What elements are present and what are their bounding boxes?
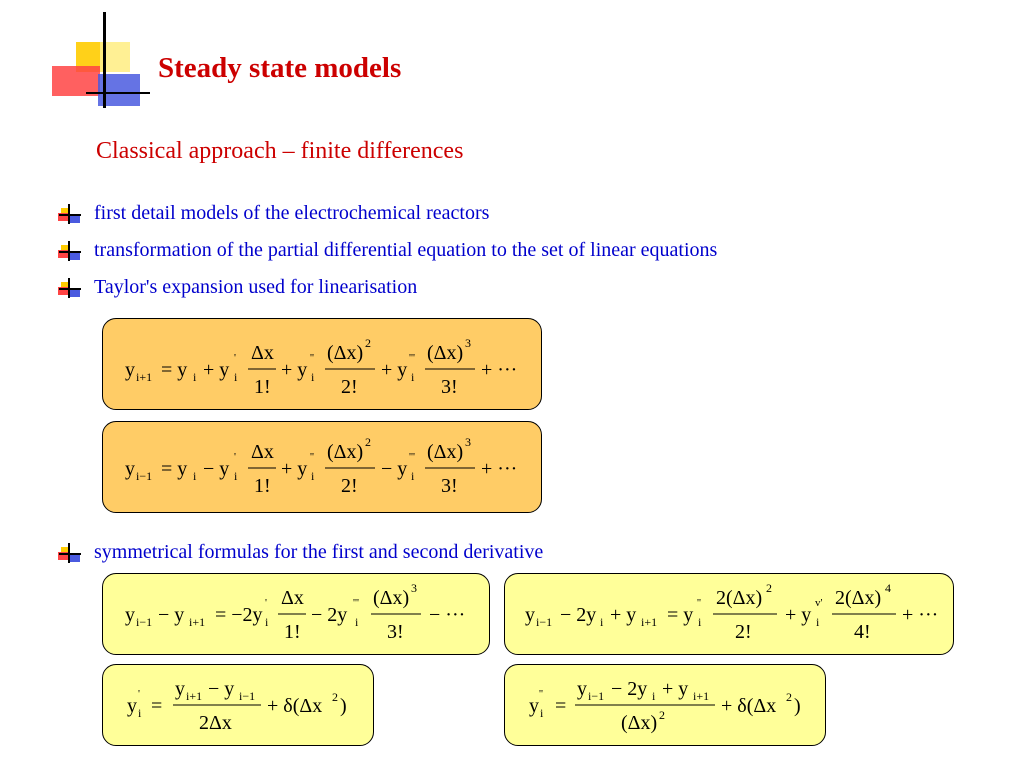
bullet-item xyxy=(58,202,489,225)
svg-text:+ y: + y xyxy=(281,359,308,381)
bullet-item xyxy=(58,541,543,564)
svg-text:i+1: i+1 xyxy=(186,689,203,703)
svg-text:+ y: + y xyxy=(381,359,408,381)
svg-text:+ y: + y xyxy=(662,678,689,700)
svg-text:i+1: i+1 xyxy=(641,615,658,629)
svg-text:− 2y: − 2y xyxy=(311,604,348,626)
svg-text:i−1: i−1 xyxy=(239,689,256,703)
svg-text:1!: 1! xyxy=(284,621,301,643)
svg-text:''': ''' xyxy=(353,597,359,609)
svg-text:i+1: i+1 xyxy=(693,689,710,703)
svg-text:y: y xyxy=(125,359,135,381)
svg-text:=: = xyxy=(151,695,163,717)
svg-text:y: y xyxy=(125,458,135,480)
svg-text:3!: 3! xyxy=(387,621,404,643)
svg-text:i: i xyxy=(193,469,197,483)
svg-text:− y: − y xyxy=(203,458,230,480)
bullet-icon xyxy=(58,543,84,563)
slide-subtitle: Classical approach – finite differences xyxy=(96,138,464,164)
svg-text:Δx: Δx xyxy=(251,441,274,463)
bullet-text: transformation of the partial differential equation to the set of linear equations xyxy=(94,239,718,261)
svg-text:(Δx): (Δx) xyxy=(621,712,658,734)
svg-text:': ' xyxy=(138,688,140,700)
svg-text:+ ···: + ··· xyxy=(481,458,518,480)
svg-text:+ y: + y xyxy=(610,604,637,626)
svg-text:'': '' xyxy=(310,352,314,364)
svg-text:2!: 2! xyxy=(341,475,358,497)
svg-text:i: i xyxy=(355,615,359,629)
svg-text:+ ···: + ··· xyxy=(902,604,939,626)
svg-text:i: i xyxy=(265,615,269,629)
svg-text:': ' xyxy=(234,451,236,463)
svg-text:2!: 2! xyxy=(735,621,752,643)
svg-text:y: y xyxy=(127,695,137,717)
svg-text:2: 2 xyxy=(332,690,338,704)
svg-text:i+1: i+1 xyxy=(136,370,153,384)
svg-text:Δx: Δx xyxy=(251,342,274,364)
svg-text:= y: = y xyxy=(161,359,188,381)
svg-text:2: 2 xyxy=(786,690,792,704)
svg-text:(Δx): (Δx) xyxy=(327,342,364,364)
svg-text:i: i xyxy=(540,706,544,720)
svg-text:i: i xyxy=(411,469,415,483)
svg-text:i: i xyxy=(652,689,656,703)
svg-text:'': '' xyxy=(697,597,701,609)
bullet-text: Taylor's expansion used for linearisation xyxy=(94,276,418,298)
svg-text:i+1: i+1 xyxy=(189,615,206,629)
svg-text:y: y xyxy=(577,678,587,700)
svg-text:i: i xyxy=(311,469,315,483)
svg-text:i−1: i−1 xyxy=(588,689,605,703)
svg-text:y: y xyxy=(525,604,535,626)
svg-text:': ' xyxy=(234,352,236,364)
bullet-icon xyxy=(58,204,84,224)
svg-text:3!: 3! xyxy=(441,376,458,398)
svg-text:1!: 1! xyxy=(254,376,271,398)
svg-text:2: 2 xyxy=(365,435,371,449)
svg-text:=: = xyxy=(555,695,567,717)
svg-text:2: 2 xyxy=(365,336,371,350)
svg-text:2(Δx): 2(Δx) xyxy=(716,587,763,609)
svg-text:2!: 2! xyxy=(341,376,358,398)
taylor-backward-equation xyxy=(102,421,542,513)
svg-text:v': v' xyxy=(815,597,823,609)
svg-text:3: 3 xyxy=(465,435,471,449)
svg-text:= −2y: = −2y xyxy=(215,604,263,626)
bullet-icon xyxy=(58,278,84,298)
slide-title: Steady state models xyxy=(158,52,402,84)
svg-text:i: i xyxy=(816,615,820,629)
svg-text:): ) xyxy=(340,695,347,717)
svg-text:(Δx): (Δx) xyxy=(327,441,364,463)
svg-text:'': '' xyxy=(539,688,543,700)
svg-text:i−1: i−1 xyxy=(136,469,153,483)
svg-text:2: 2 xyxy=(659,708,665,722)
svg-text:''': ''' xyxy=(409,451,415,463)
svg-text:': ' xyxy=(265,597,267,609)
svg-text:(Δx): (Δx) xyxy=(373,587,410,609)
svg-text:i: i xyxy=(193,370,197,384)
svg-text:− ···: − ··· xyxy=(429,604,466,626)
svg-text:4: 4 xyxy=(885,581,891,595)
svg-text:i: i xyxy=(234,469,238,483)
svg-text:i: i xyxy=(138,706,142,720)
svg-text:''': ''' xyxy=(409,352,415,364)
svg-text:'': '' xyxy=(310,451,314,463)
svg-text:= y: = y xyxy=(161,458,188,480)
svg-text:3: 3 xyxy=(411,581,417,595)
slide-logo xyxy=(0,0,150,110)
svg-text:+ y: + y xyxy=(203,359,230,381)
bullet-text: symmetrical formulas for the first and second derivative xyxy=(94,541,544,563)
svg-text:Δx: Δx xyxy=(281,587,304,609)
svg-text:y: y xyxy=(175,678,185,700)
svg-text:3: 3 xyxy=(465,336,471,350)
svg-text:− y: − y xyxy=(158,604,185,626)
bullet-text: first detail models of the electrochemical reactors xyxy=(94,202,490,224)
svg-text:= y: = y xyxy=(667,604,694,626)
svg-text:i: i xyxy=(600,615,604,629)
svg-text:+ δ(Δx: + δ(Δx xyxy=(721,695,777,717)
second-derivative-equation xyxy=(504,664,826,746)
svg-text:i: i xyxy=(411,370,415,384)
svg-text:(Δx): (Δx) xyxy=(427,342,464,364)
svg-text:− 2y: − 2y xyxy=(560,604,597,626)
svg-text:4!: 4! xyxy=(854,621,871,643)
taylor-forward-equation xyxy=(102,318,542,410)
difference-equation xyxy=(102,573,490,655)
svg-text:i−1: i−1 xyxy=(536,615,553,629)
bullet-item xyxy=(58,239,717,262)
svg-text:2: 2 xyxy=(766,581,772,595)
svg-text:y: y xyxy=(529,695,539,717)
svg-text:i: i xyxy=(698,615,702,629)
svg-text:+ ···: + ··· xyxy=(481,359,518,381)
svg-text:i−1: i−1 xyxy=(136,615,153,629)
svg-text:i: i xyxy=(311,370,315,384)
sum-equation xyxy=(504,573,954,655)
svg-text:− y: − y xyxy=(381,458,408,480)
svg-text:+ δ(Δx: + δ(Δx xyxy=(267,695,323,717)
svg-text:(Δx): (Δx) xyxy=(427,441,464,463)
bullet-icon xyxy=(58,241,84,261)
bullet-item xyxy=(58,276,417,299)
svg-text:y: y xyxy=(125,604,135,626)
svg-text:− 2y: − 2y xyxy=(611,678,648,700)
first-derivative-equation xyxy=(102,664,374,746)
svg-text:): ) xyxy=(794,695,801,717)
svg-text:2(Δx): 2(Δx) xyxy=(835,587,882,609)
svg-text:+ y: + y xyxy=(785,604,812,626)
svg-text:2Δx: 2Δx xyxy=(199,712,232,734)
svg-text:i: i xyxy=(234,370,238,384)
svg-text:3!: 3! xyxy=(441,475,458,497)
svg-text:+ y: + y xyxy=(281,458,308,480)
svg-text:1!: 1! xyxy=(254,475,271,497)
svg-text:− y: − y xyxy=(208,678,235,700)
